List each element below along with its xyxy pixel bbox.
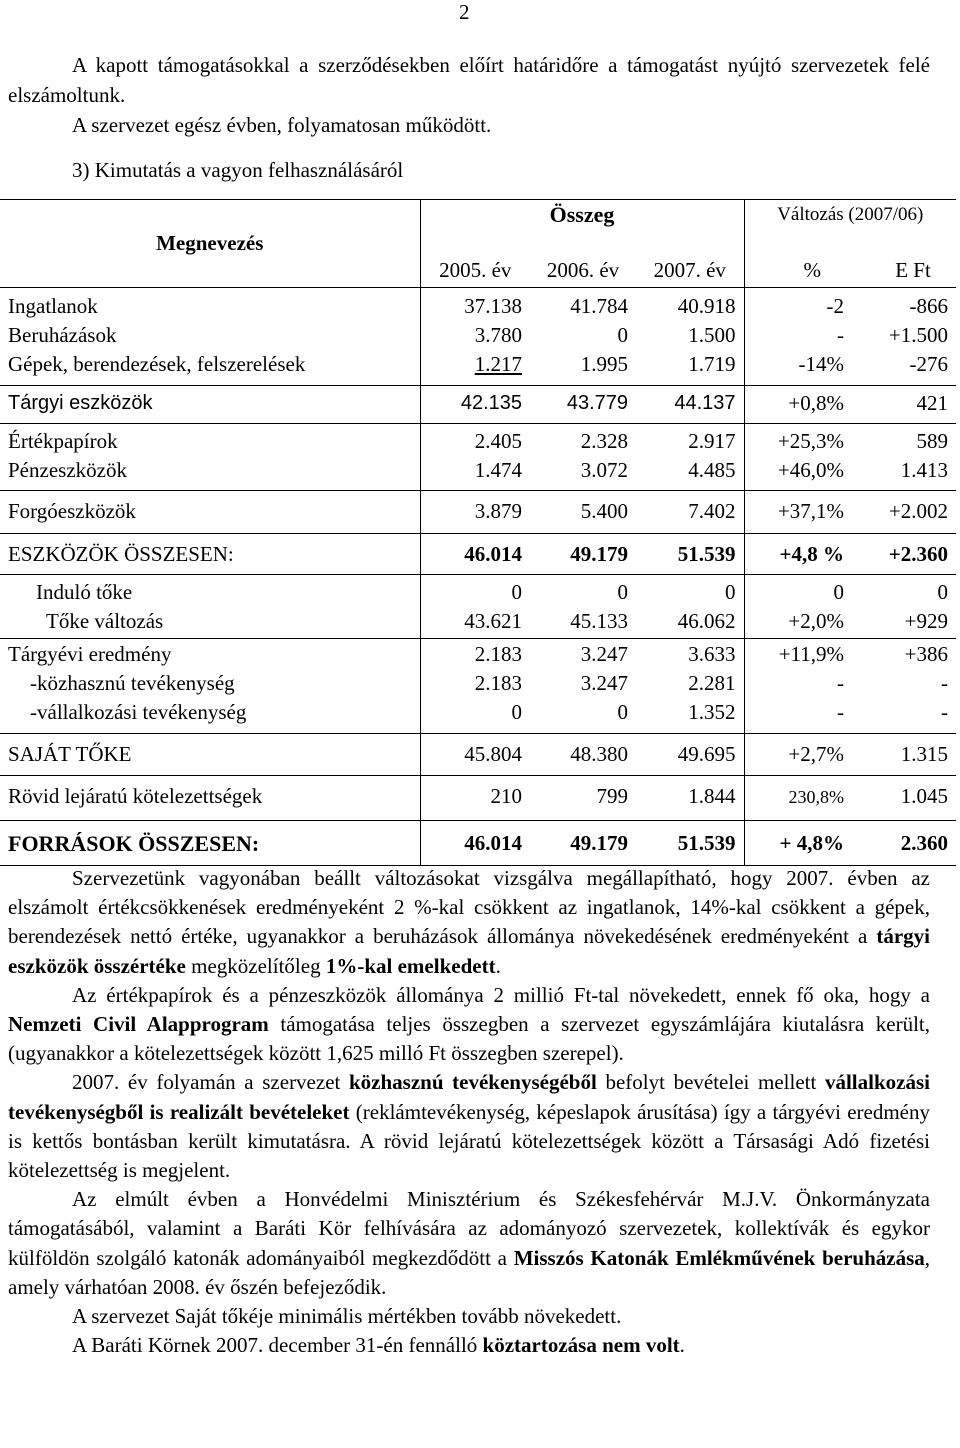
header-eft: E Ft: [852, 256, 956, 288]
header-percent: %: [744, 256, 852, 288]
table-row: Pénzeszközök 1.474 3.072 4.485 +46,0% 1.413: [0, 456, 956, 491]
header-2005: 2005. év: [420, 256, 530, 288]
table-row: Rövid lejáratú kötelezettségek 210 799 1.844 230,8% 1.045: [0, 776, 956, 821]
body-paragraph-6: A Baráti Körnek 2007. december 31-én fennálló köztartozása nem volt.: [72, 1333, 685, 1358]
table-header-row-1: [0, 200, 956, 257]
body-paragraph-1: Szervezetünk vagyonában beállt változásokat vizsgálva megállapítható, hogy 2007. évben az elszámolt értékcsökkenések eredményeként 2 %-kal csökkent az ingatlanok, 14%-kal csökkent a gépek, berendezések nettó értéke, ugyanakkor a beruházások állománya növekedésének eredményeként a tárgyi eszközök összértéke megközelítőleg 1%-kal emelkedett.: [8, 866, 930, 978]
body-paragraph-3: 2007. év folyamán a szervezet közhasznú tevékenységéből befolyt bevételei mellett vállalkozási tevékenységből is realizált bevételeket (reklámtevékenység, képeslapok árusítása) így a tárgyévi eredmény is kettős bontásban került kimutatásra. A rövid lejáratú kötelezettségek között a Társasági Adó fizetési kötelezettség is megjelent.: [8, 1070, 930, 1183]
table-row: Tőke változás 43.621 45.133 46.062 +2,0% +929: [0, 607, 956, 639]
table-row: Értékpapírok 2.405 2.328 2.917 +25,3% 589: [0, 424, 956, 457]
intro-paragraph-1: A kapott támogatásokkal a szerződésekben előírt határidőre a támogatást nyújtó szervezetek felé elszámoltunk.: [8, 53, 930, 107]
table-row: -közhasznú tevékenység 2.183 3.247 2.281 - -: [0, 669, 956, 698]
table-row-subtotal: Forgóeszközök 3.879 5.400 7.402 +37,1% +2.002: [0, 491, 956, 534]
intro-paragraph-2: A szervezet egész évben, folyamatosan működött.: [72, 113, 492, 137]
table-row: Gépek, berendezések, felszerelések 1.217 1.995 1.719 -14% -276: [0, 350, 956, 386]
table-row: Tárgyévi eredmény 2.183 3.247 3.633 +11,9% +386: [0, 639, 956, 670]
page-number: 2: [459, 0, 470, 24]
intro-section: [8, 50, 930, 185]
body-text: [8, 864, 930, 1360]
header-name: Megnevezés: [0, 200, 420, 288]
table-row-total: FORRÁSOK ÖSSZESEN: 46.014 49.179 51.539 + 4,8% 2.360: [0, 821, 956, 866]
table-row: Induló tőke 0 0 0 0 0: [0, 575, 956, 608]
header-change: Változás (2007/06): [744, 200, 956, 257]
table-row-total: ESZKÖZÖK ÖSSZESEN: 46.014 49.179 51.539 +4,8 % +2.360: [0, 534, 956, 575]
body-paragraph-4: Az elmúlt évben a Honvédelmi Minisztérium és Székesfehérvár M.J.V. Önkormányzata támogatásából, valamint a Baráti Kör felhívására az adományozó szervezetek, kollektívák és egykor külföldön szolgáló katonák adományaiból megkezdődött a Misszós Katonák Emlékművének beruházása, amely várhatóan 2008. év őszén befejeződik.: [8, 1187, 930, 1299]
table-row: Beruházások 3.780 0 1.500 - +1.500: [0, 321, 956, 350]
asset-usage-table: [0, 199, 956, 866]
header-2007: 2007. év: [636, 256, 744, 288]
header-sum: Összeg: [420, 200, 744, 257]
body-paragraph-5: A szervezet Saját tőkéje minimális mértékben tovább növekedett.: [72, 1304, 622, 1329]
body-paragraph-2: Az értékpapírok és a pénzeszközök állománya 2 millió Ft-tal növekedett, ennek fő oka, hogy a Nemzeti Civil Alapprogram támogatása teljes összegben a szervezet egyszámlájára kiutalásra került,(ugyanakkor a kötelezettségek között 1,625 milló Ft összegben szerepel).: [8, 982, 930, 1066]
table-row-subtotal: Tárgyi eszközök 42.135 43.779 44.137 +0,8% 421: [0, 386, 956, 424]
table-row-subtotal: SAJÁT TŐKE 45.804 48.380 49.695 +2,7% 1.315: [0, 734, 956, 776]
table-row: Ingatlanok 37.138 41.784 40.918 -2 -866: [0, 288, 956, 322]
header-2006: 2006. év: [530, 256, 636, 288]
table-row: -vállalkozási tevékenység 0 0 1.352 - -: [0, 698, 956, 734]
section-title: 3) Kimutatás a vagyon felhasználásáról: [72, 158, 404, 182]
